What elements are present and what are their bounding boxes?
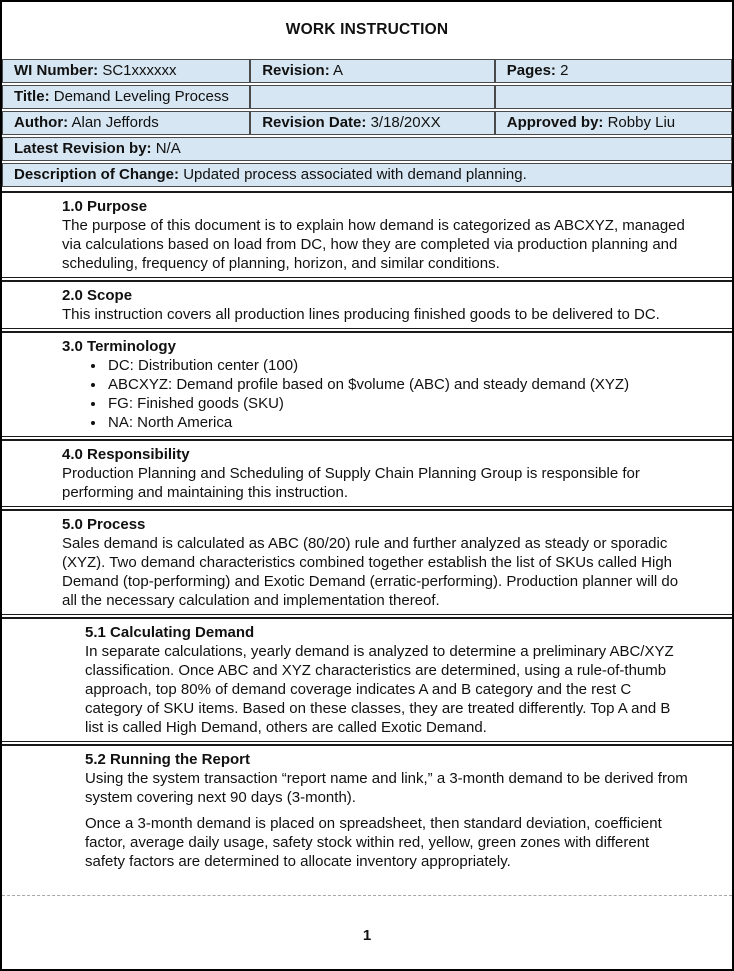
section-scope-paragraph: This instruction covers all production lines producing finished goods to be delivered to DC. [62,306,660,323]
revision-cell [250,59,495,83]
title-value: Demand Leveling Process [53,88,229,105]
latest-revision-cell [2,137,732,161]
section-process-paragraph: Sales demand is calculated as ABC (80/20) rule and further analyzed as steady or sporadic (XYZ). Two demand characteristics combined together establish the list of SKUs called High Demand (top-performing) and Exotic Demand (erratic-performing). Production planner will do all the necessary calculation and implementation thereof. [62,535,679,609]
revision-date-value: 3/18/20XX [370,114,441,131]
info-table [2,57,732,189]
description-of-change-label: Description of Change: [14,166,180,183]
description-of-change-value: Updated process associated with demand planning. [183,166,527,183]
section-purpose-heading: 1.0 Purpose [62,198,148,215]
revision-date-cell [250,111,495,135]
section-terminology-heading: 3.0 Terminology [62,338,176,355]
section-running-report [2,744,732,875]
latest-revision-label: Latest Revision by: [14,140,152,157]
wi-number-value: SC1xxxxxx [102,62,177,79]
section-running-report-paragraph-1: Using the system transaction “report name and link,” a 3-month demand to be derived from system covering next 90 days (3-month). [85,770,688,806]
approved-by-value: Robby Liu [607,114,676,131]
title-empty-cell-2 [495,85,732,109]
document-title: WORK INSTRUCTION [285,20,449,38]
info-row-1 [2,59,732,83]
approved-by-cell [495,111,732,135]
page-number: 1 [362,927,372,944]
section-calculating-demand [2,617,732,742]
section-process-heading: 5.0 Process [62,516,146,533]
section-running-report-paragraph-2: Once a 3-month demand is placed on spreadsheet, then standard deviation, coefficient factor, average daily usage, safety stock within red, yellow, green zones with different safety factors are determined to allocate inventory appropriately. [85,815,662,870]
revision-value: A [333,62,344,79]
section-responsibility [2,439,732,507]
approved-by-label: Approved by: [506,114,604,131]
section-calculating-demand-heading: 5.1 Calculating Demand [85,624,255,641]
wi-number-label: WI Number: [14,62,99,79]
terminology-item-abcxyz: • ABCXYZ: Demand profile based on $volume (ABC) and steady demand (XYZ) [106,375,692,394]
section-responsibility-paragraph: Production Planning and Scheduling of Supply Chain Planning Group is responsible for performing and maintaining this instruction. [62,465,640,501]
revision-label: Revision: [262,62,330,79]
terminology-item-fg: • FG: Finished goods (SKU) [106,394,692,413]
section-scope-heading: 2.0 Scope [62,287,133,304]
description-of-change-cell [2,163,732,187]
author-cell [2,111,250,135]
latest-revision-value: N/A [155,140,181,157]
info-row-2 [2,85,732,109]
terminology-item-na: • NA: North America [106,413,692,432]
info-row-3 [2,111,732,135]
section-terminology [2,331,732,437]
terminology-item-dc: • DC: Distribution center (100) [106,356,692,375]
title-empty-cell-1 [250,85,495,109]
title-label: Title: [14,88,50,105]
pages-cell [495,59,732,83]
section-calculating-demand-paragraph: In separate calculations, yearly demand is analyzed to determine a preliminary ABC/XYZ classification. Once ABC and XYZ characteristics are determined, using a rule-of-thumb approach, top 80% of demand coverage indicates A and B category and the rest C category of SKU items. Based on these classes, they are treated differently. Top A and B list is called High Demand, others are called Exotic Demand. [85,643,674,736]
title-cell [2,85,250,109]
sections-container [2,191,732,875]
section-purpose-paragraph: The purpose of this document is to explain how demand is categorized as ABCXYZ, managed via calculations based on load from DC, how they are completed via production planning and scheduling, frequency of planning, horizon, and similar conditions. [62,217,685,272]
pages-label: Pages: [506,62,556,79]
section-purpose [2,191,732,278]
revision-date-label: Revision Date: [262,114,367,131]
section-scope [2,280,732,329]
wi-number-cell [2,59,250,83]
info-row-5 [2,163,732,187]
author-value: Alan Jeffords [71,114,159,131]
info-row-4 [2,137,732,161]
section-responsibility-heading: 4.0 Responsibility [62,446,190,463]
page-footer [2,895,732,969]
pages-value: 2 [560,62,569,79]
section-process [2,509,732,615]
author-label: Author: [14,114,69,131]
terminology-list [62,356,692,432]
section-running-report-heading: 5.2 Running the Report [85,751,250,768]
